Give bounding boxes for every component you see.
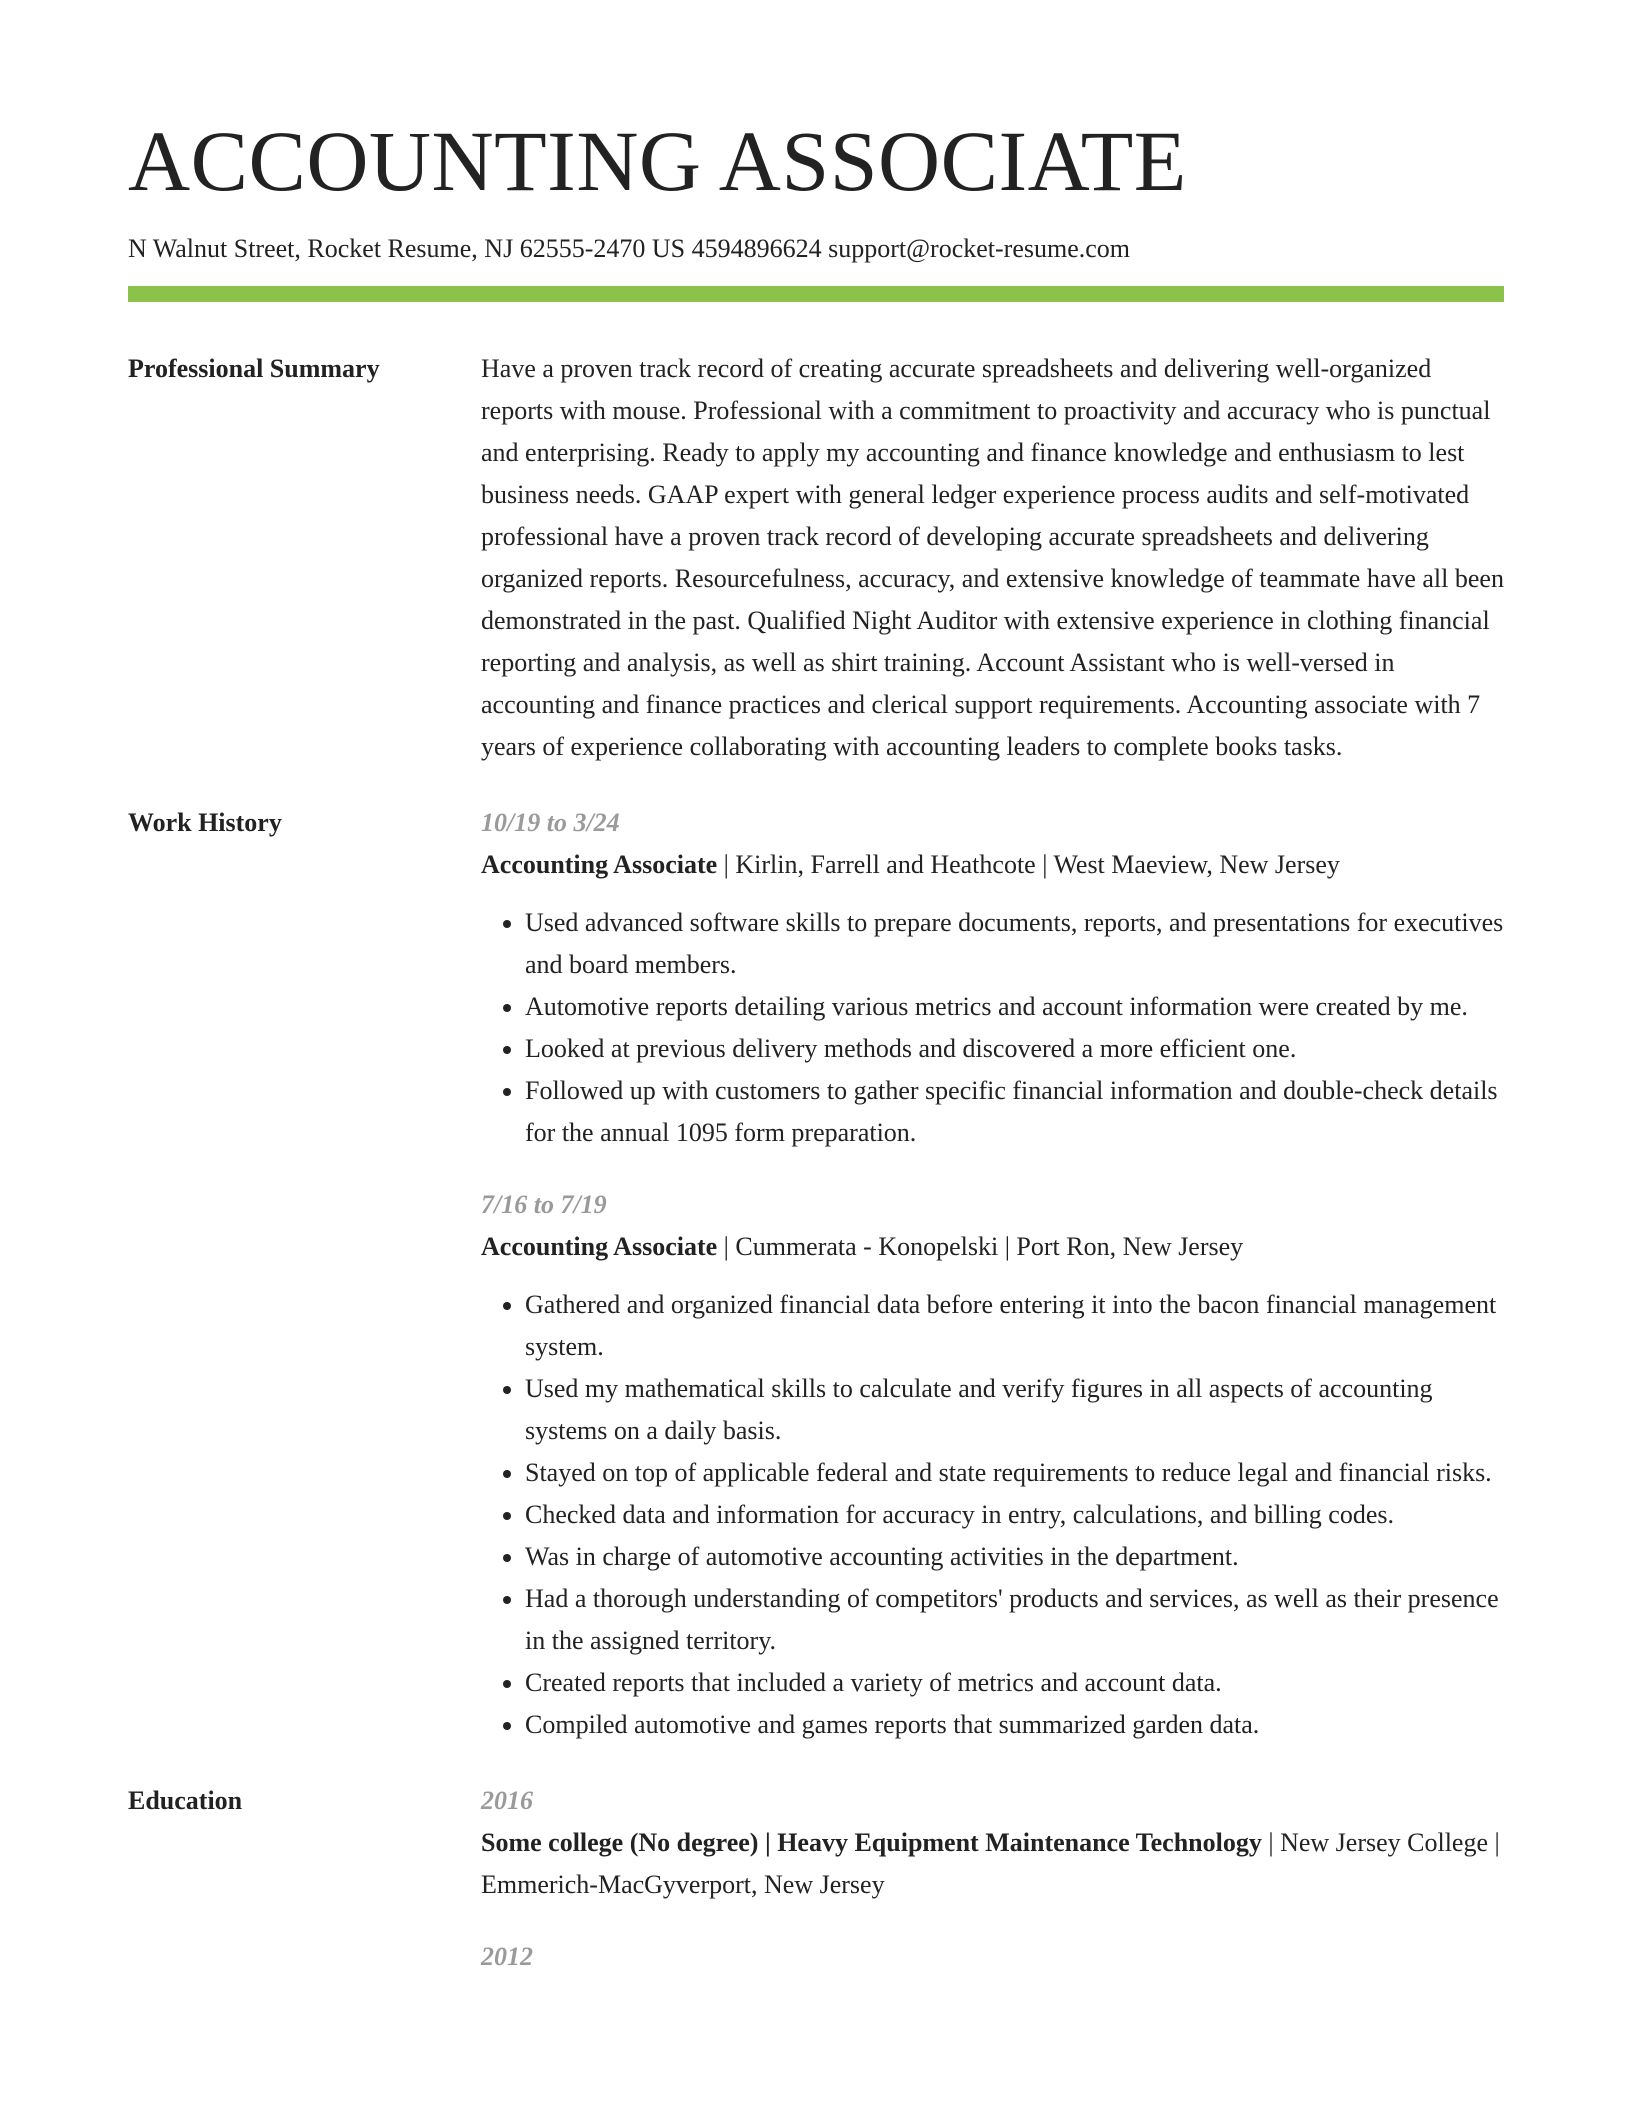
education-year: 2016	[481, 1785, 533, 1815]
job-bullet: • Automotive reports detailing various metrics and account information were created by me.	[525, 986, 1504, 1028]
education-detail	[481, 1822, 1504, 1906]
job-bullet: • Created reports that included a variety of metrics and account data.	[525, 1662, 1504, 1704]
job-entry	[481, 1184, 1504, 1746]
job-bullet: • Used advanced software skills to prepare documents, reports, and presentations for executives and board members.	[525, 902, 1504, 986]
job-title-line	[481, 1226, 1504, 1268]
resume-name: ACCOUNTING ASSOCIATE	[128, 113, 1187, 209]
job-title-line	[481, 844, 1504, 886]
work-history-section	[128, 802, 1504, 1746]
job-role: Accounting Associate	[481, 849, 718, 879]
education-school-location: | New Jersey College | Emmerich-MacGyverport, New Jersey	[481, 1827, 1500, 1899]
education-entry	[481, 1936, 1504, 1978]
job-dates: 7/16 to 7/19	[481, 1189, 607, 1219]
contact-phone: 4594896624	[691, 234, 822, 263]
job-employer-location: | Kirlin, Farrell and Heathcote | West Maeview, New Jersey	[717, 849, 1340, 879]
job-bullet: • Gathered and organized financial data before entering it into the bacon financial management system.	[525, 1284, 1504, 1368]
header-divider	[128, 286, 1504, 302]
section-title-education: Education	[128, 1785, 243, 1815]
job-bullet: • Stayed on top of applicable federal and state requirements to reduce legal and financial risks.	[525, 1452, 1504, 1494]
job-bullet: • Had a thorough understanding of competitors' products and services, as well as their presence in the assigned territory.	[525, 1578, 1504, 1662]
education-degree: Some college (No degree) | Heavy Equipment Maintenance Technology	[481, 1827, 1262, 1857]
job-entry	[481, 802, 1504, 1154]
education-body	[481, 1780, 1504, 1978]
job-bullets	[481, 902, 1504, 1154]
contact-email: support@rocket-resume.com	[828, 234, 1131, 263]
education-section	[128, 1780, 1504, 1978]
job-bullet: • Used my mathematical skills to calculate and verify figures in all aspects of accounting systems on a daily basis.	[525, 1368, 1504, 1452]
summary-text: Have a proven track record of creating accurate spreadsheets and delivering well-organized reports with mouse. Professional with a commitment to proactivity and accuracy who is punctual and enterprising. Ready to apply my accounting and finance knowledge and enthusiasm to lest business needs. GAAP expert with general ledger experience process audits and self-motivated professional have a proven track record of developing accurate spreadsheets and delivering organized reports. Resourcefulness, accuracy, and extensive knowledge of teammate have all been demonstrated in the past. Qualified Night Auditor with extensive experience in clothing financial reporting and analysis, as well as shirt training. Account Assistant who is well-versed in accounting and finance practices and clerical support requirements. Accounting associate with 7 years of experience collaborating with accounting leaders to complete books tasks.	[481, 353, 1504, 761]
contact-line	[128, 232, 1504, 266]
education-entry	[481, 1780, 1504, 1906]
job-bullet: • Followed up with customers to gather specific financial information and double-check details for the annual 1095 form preparation.	[525, 1070, 1504, 1154]
section-title-work-history: Work History	[128, 807, 282, 837]
job-employer-location: | Cummerata - Konopelski | Port Ron, New Jersey	[717, 1231, 1244, 1261]
job-bullet: • Was in charge of automotive accounting activities in the department.	[525, 1536, 1504, 1578]
work-history-body	[481, 802, 1504, 1746]
summary-section	[128, 348, 1504, 768]
job-bullet: • Compiled automotive and games reports that summarized garden data.	[525, 1704, 1504, 1746]
contact-address: N Walnut Street, Rocket Resume, NJ 62555-2470 US	[128, 234, 686, 263]
section-title-summary: Professional Summary	[128, 353, 380, 383]
education-year: 2012	[481, 1941, 533, 1971]
job-dates: 10/19 to 3/24	[481, 807, 620, 837]
job-role: Accounting Associate	[481, 1231, 718, 1261]
job-bullet: • Checked data and information for accuracy in entry, calculations, and billing codes.	[525, 1494, 1504, 1536]
job-bullets	[481, 1284, 1504, 1746]
summary-body	[481, 348, 1504, 768]
job-bullet: • Looked at previous delivery methods and discovered a more efficient one.	[525, 1028, 1504, 1070]
